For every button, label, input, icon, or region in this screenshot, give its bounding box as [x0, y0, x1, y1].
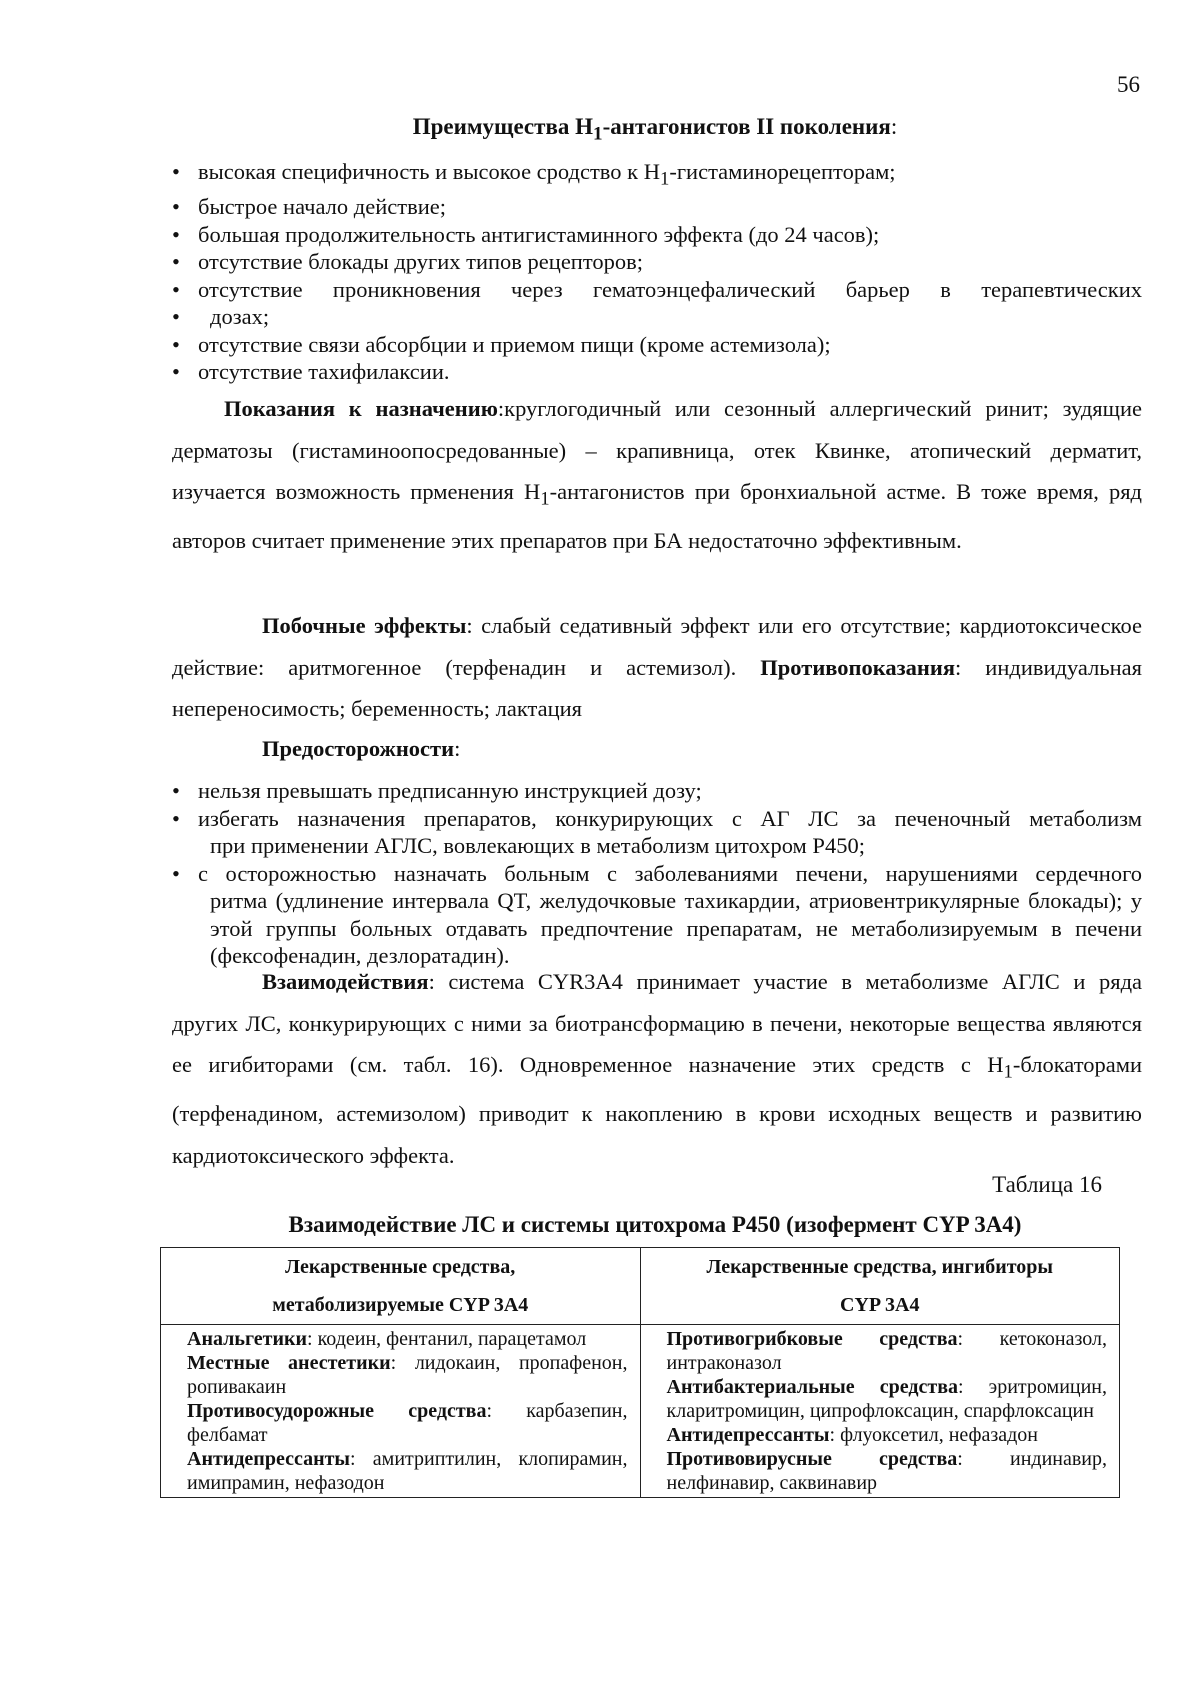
section-title-bold: Преимущества H	[412, 114, 594, 139]
page-number: 56	[1117, 72, 1140, 97]
table-header-col1: Лекарственные средства, метаболизируемые CYP 3A4	[161, 1248, 641, 1325]
cyp3a4-table	[160, 1247, 1120, 1498]
advantages-list	[198, 158, 1142, 386]
table-header-col2: Лекарственные средства, ингибиторы CYP 3A4	[640, 1248, 1120, 1325]
list-item-continuation: • дозах;	[198, 303, 1142, 331]
contraindications-label: Противопоказания	[760, 654, 956, 680]
interactions-paragraph: Взаимодействия: система CYR3A4 принимает участие в метаболизме АГЛС и ряда других ЛС, конкурирующих с ними за биотрансформацию в печени, некоторые вещества являются ее игибиторами (см. табл. 16). Одновременное назначение этих средств с $H_1$-блокаторами (терфенадином, астемизолом) приводит к накоплению в крови исходных веществ и развитию кардиотоксического эффекта.	[172, 969, 1142, 1168]
interactions-label: Взаимодействия	[262, 969, 429, 994]
table-header-row	[161, 1248, 1120, 1325]
list-item: • отсутствие связи абсорбции и приемом пищи (кроме астемизола);	[198, 331, 1142, 359]
list-item: • отсутствие тахифилаксии.	[198, 358, 1142, 386]
table-row	[161, 1325, 1120, 1498]
list-item: • нельзя превышать предписанную инструкцией дозу;	[198, 777, 1142, 805]
table-title: Взаимодействие ЛС и системы цитохрома Р450 (изофермент CYP 3A4)	[288, 1212, 1022, 1237]
list-item: • большая продолжительность антигистаминного эффекта (до 24 часов);	[198, 221, 1142, 249]
indications-label: Показания к назначению	[224, 396, 498, 421]
side-effects-paragraph: Побочные эффекты: слабый седативный эффект или его отсутствие; кардиотоксическое действие: аритмогенное (терфенадин и астемизол). Противопоказания: индивидуальная непереносимость; беременность; лактация	[172, 613, 1142, 721]
section-title-bold-rest: -антагонистов II поколения	[602, 114, 891, 139]
table-cell-inhibitors: Противогрибковые средства: кетоконазол, интраконазол Антибактериальные средства: эритромицин, кларитромицин, ципрофлоксацин, спарфлоксацин Антидепрессанты: флуоксетил, нефазадон Противовирусные средства: индинавир, нелфинавир, саквинавир	[640, 1325, 1120, 1498]
list-item: • отсутствие проникновения через гематоэнцефалический барьер в терапевтических	[198, 276, 1142, 304]
list-item: • быстрое начало действие;	[198, 193, 1142, 221]
section-title-tail: :	[890, 114, 898, 139]
list-item: • избегать назначения препаратов, конкурирующих с АГ ЛС за печеночный метаболизм при применении АГЛС, вовлекающих в метаболизм цитохром P450;	[198, 805, 1142, 860]
precautions-list	[198, 777, 1142, 970]
side-effects-label: Побочные эффекты	[262, 613, 467, 638]
precautions-heading: Предосторожности:	[262, 736, 461, 761]
section-title-sub: 1	[593, 123, 603, 145]
list-item: • высокая специфичность и высокое сродство к $H_1$-гистаминорецепторам;	[198, 158, 1142, 193]
table-cell-metabolized: Анальгетики: кодеин, фентанил, парацетамол Местные анестетики: лидокаин, пропафенон, ропивакаин Противосудорожные средства: карбазепин, фелбамат Антидепрессанты: амитриптилин, клопирамин, имипрамин, нефазодон	[161, 1325, 641, 1498]
section-title	[170, 112, 1140, 150]
indications-paragraph: Показания к назначению:круглогодичный или сезонный аллергический ринит; зудящие дерматозы (гистаминоопосредованные) – крапивница, отек Квинке, атопический дерматит, изучается возможность прменения $H_1$-антагонистов при бронхиальной астме. В тоже время, ряд авторов считает применение этих препаратов при БА недостаточно эффективным.	[172, 396, 1142, 553]
table-caption: Таблица 16	[992, 1172, 1102, 1197]
list-item: • отсутствие блокады других типов рецепторов;	[198, 248, 1142, 276]
list-item: • с осторожностью назначать больным с заболеваниями печени, нарушениями сердечного ритма (удлинение интервала QT, желудочковые тахикардии, атриовентрикулярные блокады); у этой группы больных отдавать предпочтение препаратам, не метаболизируемым в печени (фексофенадин, дезлоратадин).	[198, 860, 1142, 970]
